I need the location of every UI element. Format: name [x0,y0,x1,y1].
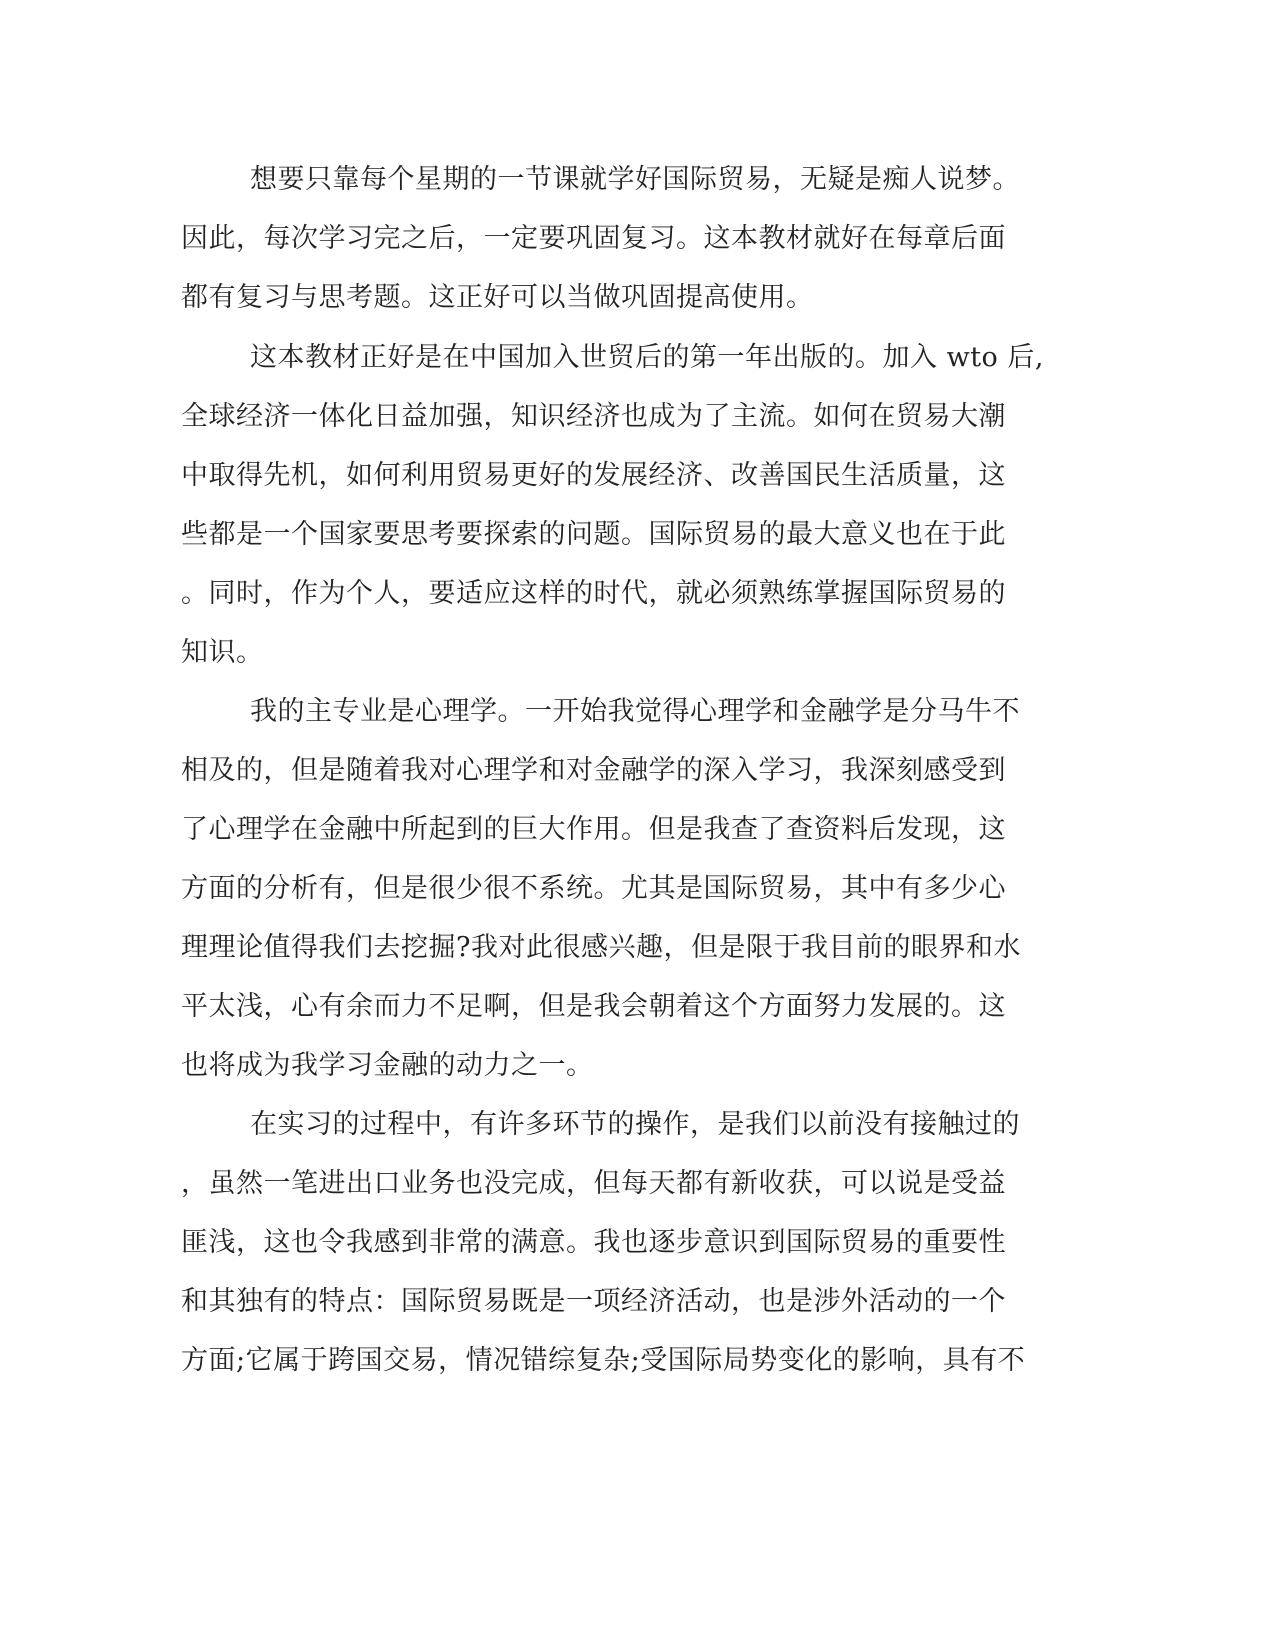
text-line: 这本教材正好是在中国加入世贸后的第一年出版的。加入 wto 后, [250,342,1044,373]
text-line: 也将成为我学习金融的动力之一。 [181,1050,594,1081]
text-line: 理理论值得我们去挖掘?我对此很感兴趣，但是限于我目前的眼界和水 [181,932,1021,963]
text-line: 想要只靠每个星期的一节课就学好国际贸易，无疑是痴人说梦。 [250,164,1020,195]
text-line: 匪浅，这也令我感到非常的满意。我也逐步意识到国际贸易的重要性 [181,1227,1006,1258]
text-line: 平太浅，心有余而力不足啊，但是我会朝着这个方面努力发展的。这 [181,991,1006,1022]
text-line: ，虽然一笔进出口业务也没完成，但每天都有新收获，可以说是受益 [181,1168,1006,1199]
text-line: 些都是一个国家要思考要探索的问题。国际贸易的最大意义也在于此 [181,519,1006,550]
text-line: 。同时，作为个人，要适应这样的时代，就必须熟练掌握国际贸易的 [181,578,1006,609]
text-line: 相及的，但是随着我对心理学和对金融学的深入学习，我深刻感受到 [181,755,1006,786]
text-line: 因此，每次学习完之后，一定要巩固复习。这本教材就好在每章后面 [181,223,1006,254]
text-line: 全球经济一体化日益加强，知识经济也成为了主流。如何在贸易大潮 [181,401,1006,432]
text-line: 我的主专业是心理学。一开始我觉得心理学和金融学是分马牛不 [250,696,1020,727]
text-line: 和其独有的特点：国际贸易既是一项经济活动，也是涉外活动的一个 [181,1286,1006,1317]
text-line: 方面的分析有，但是很少很不系统。尤其是国际贸易，其中有多少心 [181,873,1006,904]
text-line: 知识。 [181,637,264,668]
text-line: 中取得先机，如何利用贸易更好的发展经济、改善国民生活质量，这 [181,460,1006,491]
text-line: 在实习的过程中，有许多环节的操作，是我们以前没有接触过的 [250,1109,1020,1140]
text-line: 方面;它属于跨国交易，情况错综复杂;受国际局势变化的影响，具有不 [181,1345,1026,1376]
text-line: 都有复习与思考题。这正好可以当做巩固提高使用。 [181,282,814,313]
text-line: 了心理学在金融中所起到的巨大作用。但是我查了查资料后发现，这 [181,814,1006,845]
